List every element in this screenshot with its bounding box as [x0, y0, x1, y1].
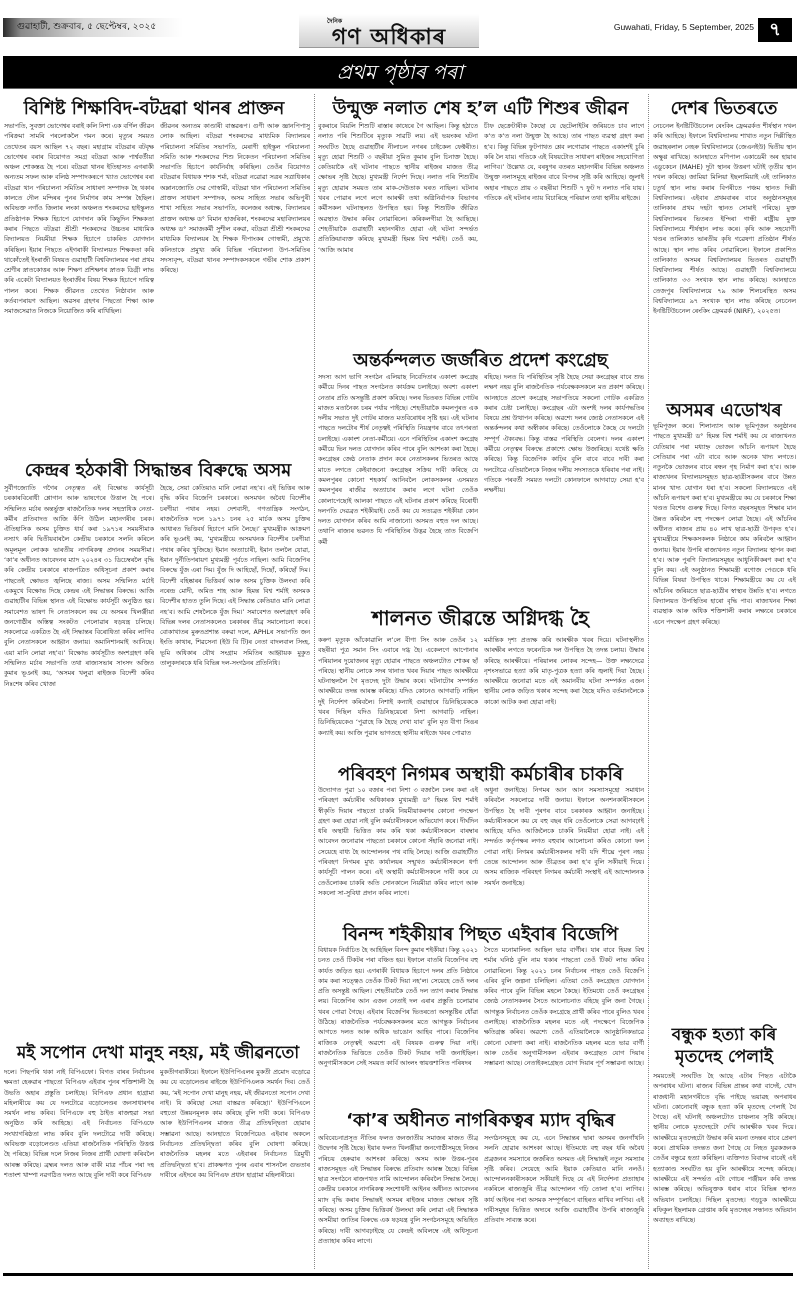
article-congress-col-2: ৰহিছে। দলত যি পৰিস্থিতিৰ সৃষ্টি হৈছে সেয়া কংগ্ৰেছৰ বাবে শুভ লক্ষণ নহয় বুলি ৰাজনৈতিক পৰ্যবেক্ষকসকলে মত প্ৰকাশ কৰিছে। আনহাতে প্ৰদেশ কংগ্ৰেছ সভাপতিয়ে সকলো গোটক একত্ৰিত কৰাৰ চেষ্টা চলাইছে। কংগ্ৰেছৰ এটা অংশই দলৰ কাৰ্যপদ্ধতিৰ বিষয়ে প্ৰশ্ন উত্থাপন কৰিছে। অৱশ্যে দলৰ জ্যেষ্ঠ নেতাসকলে এই অন্তৰ্কন্দলৰ কথা অস্বীকাৰ কৰিছে। তেওঁলোকে কৈছে যে দলটো সম্পূৰ্ণ ঐক্যবদ্ধ। কিন্তু বাস্তৱ পৰিস্থিতি বেলেগ। দলৰ একাংশ কৰ্মীয়ে নেতৃত্বৰ বিৰুদ্ধে প্ৰকাশ্যে ক্ষোভ উজাৰিছে। যথেষ্ট ক্ষতি কৰিছে। কিন্তু বিজেপিক কাঢ়িব বুলি বাবে বাবে দাবী কৰা দলটোৱে এতিয়ালৈকে নিজৰ দলীয় সদস্যতকে ধৰিবাৰ পৰা নাই। গতিকে পৰবৰ্তী সময়ত দলটো কোনফালে আগবাঢ়ে সেয়া হ’ব লক্ষণীয়।	[484, 374, 644, 495]
article-burned-col-2: মৰ্মান্তিক দৃশ্য প্ৰত্যক্ষ কৰি আৰক্ষীক খবৰ দিয়ে। ঘটনাস্থলীত আৰক্ষীৰ লগতে ফৰেনচিক দল উপস্থিত হৈ তদন্ত চলায়। উদ্ধাৰ কৰিছে আৰক্ষীয়ে। পৰিয়ালৰ লোকৰ সন্দেহ— উক্ত লক্ষ্যদেৱে নৃশংসভাৱে হত্যা কৰি মাতৃ-পুত্ৰক হত্যা কৰি জ্বলাই দিয়া হৈছে। আৰক্ষীয়ে জনোৱা মতে এই অমানবীয় ঘটনা সম্পৰ্কত এজন স্থানীয় লোক জড়িত থকাৰ সন্দেহ কৰা হৈছে যদিও বৰ্তমানলৈকে কাকো আটক কৰা হোৱা নাই।	[484, 637, 644, 706]
article-friend-murdered-col-1: সময়তেই সংঘটিত হৈ আছে এটাৰ পিছত এটাকৈ অপৰাধৰ ঘটনা। ৰাজ্যৰ বিভিন্ন প্ৰান্তৰ কথা বাদেই, খোদ ৰাজধানী মহানগৰীতে বৃদ্ধি পাইছে ভয়াৱহ অপৰাধৰ ঘটনা। কোনোবাই বন্ধুক হত্যা কৰি মৃতদেহ পেলাই থৈ গৈছে। এই ঘটনাই অঞ্চলটোত চাঞ্চল্যৰ সৃষ্টি কৰিছে। স্থানীয় লোকে মৃতদেহটো দেখি আৰক্ষীক খবৰ দিয়ে। আৰক্ষীয়ে মৃতদেহটো উদ্ধাৰ কৰি ময়না তদন্তৰ বাবে প্ৰেৰণ কৰে। প্ৰাথমিক তদন্তত জনা গৈছে যে নিহত যুৱকজনক তেওঁৰ বন্ধুৱে হত্যা কৰিছিল। ব্যক্তিগত বিবাদৰ বাবেই এই হত্যাকাণ্ড সংঘটিত হয় বুলি আৰক্ষীয়ে সন্দেহ কৰিছে। আৰক্ষীয়ে এই সন্দৰ্ভত এটা গোচৰ পঞ্জীয়ন কৰি তদন্ত আৰম্ভ কৰিছে। অভিযুক্তক ধৰাৰ বাবে বিভিন্ন স্থানত অভিযান চলাইছে। দিছিল মৃতদেহ। গড়চুক আৰক্ষীয়ে ৰফিকুল ইছলামক গ্ৰেপ্তাৰ কৰি মৃতদেহৰ সন্ধানত অভিযান অব্যাহত ৰাখিছে।	[653, 1073, 796, 1225]
logo-tagline: দৈনিক	[327, 18, 343, 25]
article-burned-col-1: কৰুণ মৃত্যুক আঁকোৱালি ল’লে বীণা সিং আৰু তেওঁৰ ১২ বছৰীয়া পুত্ৰ সমান সিং এবাৰে দগ্ধ হৈ। একেলগে আপোনাৰ পৰিয়ালৰ দুয়োজনৰ মৃত্যু হোৱাৰ পাছতে অঞ্চলটোত শোকৰ ছাঁ পৰিছে। স্থানীয় লোকে সদৰ থানাত খবৰ দিয়াৰ পাছত আৰক্ষীয়ে ঘটনাস্থললৈ গৈ মৃতদেহ দুটা উদ্ধাৰ কৰে। ঘটনাটোৰ সম্পৰ্কত আৰক্ষীয়ে তদন্ত আৰম্ভ কৰিছে। যদিও কোনেও আগবাঢ়ি নাহিল দুই নিৰ্দেশণ কৰিবলৈ। নিশাই কন্যাই গুৱাহাৰে ডিনিছিয়েককে খবৰ দিছিল যদিও ডিনিছয়েৰো নিশা আগবাঢ়ি নাহিল। ডিনিছিয়েকেও ‘পুৱাহে কি হৈছে দেখা যাব’ বুলি মৃত বীণা সিঙৰ কন্যাই কয়। আজি পুৱাৰ ভাগতহে স্থানীয় ৰাইজে খবৰ পোৱাত	[318, 637, 478, 737]
article-congress-col-1: সদস্য আগ ভাগি সংগঠন এলিয়াছ নিবেদিতাৰ একাংশ কংগ্ৰেছ কৰ্মীয়ে দিনৰ পাছত সংগঠনত কাৰ্যক্ৰম চলাইছে। অবশ্য একাংশ নেতাৰ প্ৰতি অসন্তুষ্টি প্ৰকাশ কৰিছে। দলৰ ভিতৰত বিভিন্ন গোটৰ মাজত মতানৈক্য চৰম পৰ্যায় পাইছে। শেহতীয়াকৈ কমলপুৰত এক দলীয় সভাত দুই গোটৰ মাজত মতবিৰোধৰ সৃষ্টি হয়। এই ঘটনাৰ পাছতে দলটোৰ শীৰ্ষ নেতৃত্বই পৰিস্থিতি নিয়ন্ত্ৰণৰ বাবে তৎপৰতা চলাইছে। একাংশ নেতা-কৰ্মীয়ে। এনে পৰিস্থিতিৰ একাংশ কংগ্ৰেছ কৰ্মীয়ে ভিন দলত যোগদান কৰিব পাৰে বুলি আশংকা কৰা হৈছে। কংগ্ৰেছৰ জেষ্ঠ নেতাক প্ৰদান কৰে নেতাসকলৰ ভিতৰত আছে মাতে লগতে কেইবাজনো কংগ্ৰেছৰ সক্ৰিয় দাবী কৰিছে যে কমলপুৰৰ কোনো শহকাৰ্য আনিবলৈ লোকসকলৰ এসময়ত কমলপুৰৰ ৰাজীৱ অত্যাচাৰ কৰাৰ লগে ঘটনা তেওঁক কোলাপেছোই আলকা পাছতে এই ঘটনাৰ প্ৰকাশ কৰিছে বিৰোধী দলপতি দেৱব্ৰত শইকীয়াই। তেওঁ কয় যে সত্যব্ৰত শইকীয়া কোন দলত যোগদান কৰিব আমি নাজানো। অসমত বহুত দল আছে। তথাপি ৰাজ্যৰ ভৱনত যি পৰিস্থিতিৰ উদ্ভৱ হৈছে তাত বিজেপি কৰ্মী	[318, 374, 478, 546]
logo-name: গণ অধিকাৰ	[331, 24, 447, 50]
headline-centre-decision[interactable]: কেন্দ্ৰৰ হঠকাৰী সিদ্ধান্তৰ বিৰুদ্ধে অসম	[24, 460, 292, 481]
page-number: ৭	[758, 18, 792, 42]
english-date: Guwahati, Friday, 5 September, 2025	[613, 22, 754, 32]
article-caa-col-2: সংগঠনসমূহে কয় যে, এনে সিদ্ধান্তৰ দ্বাৰা অসমৰ জনগাঁথনি সলনি হোৱাৰ আশংকা আছে। ইতিমধ্যে বহু বছৰ ধৰি অবৈধ প্ৰব্ৰজনৰ সমস্যাৰে জৰ্জৰিত অসমত এই সিদ্ধান্তই নতুন সমস্যাৰ সৃষ্টি কৰিব। সেয়েহে আমি ইয়াক কেতিয়াও মানি নলওঁ। আন্দোলনকাৰীসকলে সকীয়াই দিছে যে এই নিৰ্দেশনা প্ৰত্যাহাৰ নকৰিলে ৰাজ্যজুৰি তীব্ৰ আন্দোলন গঢ়ি তোলা হ’ব। লাগিব। কাৰ্য আইনৰ পৰা অসমক সম্পূৰ্ণৰূপে বাহিৰত ৰাখিব লাগিব। এই দাবীসমূহৰ ভিত্তিত অদ্যৰে আজি গুৱাহাটীৰ উপৰি ৰাজ্যজুৰি প্ৰতিবাদ সাব্যস্ত কৰে।	[484, 1135, 644, 1225]
newspaper-logo[interactable]	[299, 14, 479, 48]
article-dream-col-1: দলে। পিছপৰি থকা নাই বিপিএফো। বিগত বাৰৰ নিৰ্বাচনৰ ক্ষমতা হেৰুৱাৰ পাছতো বিপিএফ এইবাৰ পুনৰ শক্তিশালী হৈ উভতি অহাৰ প্ৰস্তুতি চলাইছে। বিপিএফ প্ৰধান হাগ্ৰামা মহিলাৰীয়ে কয় যে দলটোৱে বড়োলেণ্ডৰ জনসাধাৰণৰ সমৰ্থন লাভ কৰিব। বিপিএফে বহু ঠাইত ৰাজহুৱা সভা অনুষ্ঠিত কৰি আহিছে। এই নিৰ্বাচনত বিপিএফে সংখ্যাগৰিষ্ঠতা লাভ কৰিব বুলি দলটোৱে দাবী কৰিছে। অবিভক্ত বড়োলেণ্ডত এতিয়া ৰাজনৈতিক পৰিস্থিতি উত্তপ্ত হৈ পৰিছে। বিভিন্ন দলে নিজৰ নিজৰ প্ৰাৰ্থী ঘোষণা কৰিবলৈ আৰম্ভ কৰিছে। ব্ৰহ্মৰ দলত আৰু বাকী মাত্ৰ পাঁচৰ পৰা দহ শতাংশ খাম্পা নৱগঠিত দলত আছে বুলি দাবী কৰে বিপিএফ	[4, 1069, 154, 1179]
article-within-country-col-1: নেচনেল ইনষ্টিটিউচনেল ৰেংকিং ফ্ৰেমৱৰ্কত শীৰ্ষস্থান দখল কৰি আহিছে। ইফালে বিশ্ববিদ্যালয় শাখাত নতুন দিল্লীস্থিত জৱাহৰলাল নেহৰু বিশ্ববিদ্যালয়ে (জেএনইউ) দ্বিতীয় স্থান অক্ষুণ্ণ ৰাখিছে। আনহাতে মণিপাল একাডেমী অৰ হায়াৰ এডুকেচন (MAHE) দুটা স্থানৰ উত্তৰণ ঘটাই তৃতীয় স্থান দখল কৰিছে। জামিয়া মিলিয়া ইছলামিয়াই এই তালিকাত চতুৰ্থ স্থান লাভ কৰাৰ বিপৰীতে পঞ্চম স্থানত দিল্লী বিশ্ববিদ্যালয়। এইবাৰ প্ৰথমবাৰৰ বাবে অনুষ্ঠানসমূহৰ তালিকাৰ প্ৰথম দহটা স্থানত সোমাই পৰিছে। মুক্ত বিশ্ববিদ্যালয়ৰ ভিতৰত ইন্দিৰা গান্ধী ৰাষ্ট্ৰীয় মুক্ত বিশ্ববিদ্যালয়ে শীৰ্ষস্থান লাভ কৰে। কৃষি আৰু সহযোগী খণ্ডৰ তালিকাত ভাৰতীয় কৃষি গৱেষণা প্ৰতিষ্ঠান শীৰ্ষত আছে। স্থান লাভ কৰিব নোৱাৰিলে। ইফালে প্ৰকাশিত তালিকাত অসমৰ বিশ্ববিদ্যালয়ৰ ভিতৰত গুৱাহাটী বিশ্ববিদ্যালয় শীৰ্ষত আছে। গুৱাহাটী বিশ্ববিদ্যালয়ে তালিকাত ৩৩ সংখ্যক স্থান লাভ কৰিছে। আনহাতে তেজপুৰ বিশ্ববিদ্যালয়ে ৭৯ আৰু শিলচৰস্থিত অসম বিশ্ববিদ্যালয়ে ৯৭ সংখ্যক স্থান লাভ কৰিছে নেচনেল ইনষ্টিটিউচনেল ৰেংকিং ফ্ৰেমৱৰ্ক (NIRF), ২০২৫ত।	[653, 123, 796, 316]
article-open-drain-col-1: বুকৰাৰে বিয়লি শিশুটি ৰাস্তাৰ কাষেৰে গৈ আছিল। কিন্তু হঠাতে নলাত পৰি শিশুটিৰে মৃত্যুক সাৱটি লয়। এই ভয়ংকৰ ঘটনা সংঘটিত হৈছে গুৱাহাটীৰ নীলাচল নগৰৰ চাইকেল ফেক্টৰীত। মৃত্যু হোৱা শিশুটি ৩ বছৰীয়া সুমিত কুমাৰ বুলি চিনাক্ত হৈছে। কেতিয়াকৈ এই ঘটনাৰ পাছতে স্থানীয় ৰাইজৰ মাজত তীব্ৰ ক্ষোভৰ সৃষ্টি হৈছে। মুখ্যমন্ত্ৰী নিৰ্দেশ দিছে। নলাত পৰি শিশুটিৰ মৃত্যু হোৱাৰ সময়ত তাৰ মাক-দেউতাক ঘৰত নাছিল। ঘটনাৰ খবৰ পোৱাৰ লগে লগে আৰক্ষী তথা অগ্নিনিৰ্বাপক বিভাগৰ কৰ্মীসকল ঘটনাস্থলত উপস্থিত হয়। কিন্তু শিশুটিক জীৱিত অৱস্থাত উদ্ধাৰ কৰিব নোৱাৰিলে। কৰিকলগীয়া হৈ আছিছে। শেহতীয়াকৈ গুৱাহাটী মহানগৰীত হোৱা এই ঘটনা সন্দৰ্ভত প্ৰতিক্ৰিয়াব্যক্ত কৰিছে মুখ্যমন্ত্ৰী হিমন্ত বিশ্ব শৰ্মাই। তেওঁ কয়, ‘আজি আমাৰ	[318, 123, 478, 254]
article-centre-col-2: হৈছে, সেয়া কেতিয়াও মানি লোৱা নহ’ব। এই ভিত্তিৰ আৰু বৃদ্ধি কৰিব বিজেপি চৰকাৰে। অসমখন অবৈধ বিদেশীৰ চৰণীয়া পথাৰ নহয়। দেশবাসী, গণতান্ত্ৰিক সংগঠন, ৰাজনৈতিক দলে ১৯৭১ চনৰ ২৫ মাৰ্চক অসম চুক্তিৰ আধাৰত ভিত্তিবৰ্ষ হিচাপে মানি লৈছে।’ মুখ্যমন্ত্ৰীক আক্ৰমণ কৰি ভূঞাই কয়, ‘মুখ্যমন্ত্ৰীয়ে অসমখনক বিদেশীৰ চৰণীয়া পথাৰ কৰিব খুজিছে। ইমান অত্যাচাৰী, ইমান তললৈ যোৱা, ইমান দুৰ্নীতিপৰায়ণ মুখ্যমন্ত্ৰী পূৰ্বতে নাছিল। আমি বিজেপিৰ বিৰুদ্ধে যুঁজ এৰা দিম। যুঁজ দি আহিছোঁ, দিছোঁ, কৰিছোঁ দিম। বিদেশী বহিষ্কাৰৰ ভিত্তিবৰ্ষ আৰু অসম চুক্তিক উলংঘা কৰি নৰেন্দ্ৰ মোদী, অমিত শাহ আৰু হিমন্ত বিশ্ব শৰ্মাই অসমক বিদেশীৰ হাতত তুলি দিছে। এই সিদ্ধান্ত কেতিয়াও মানি লোৱা নহ’ব। আমি শেষলৈকে যুঁজ দিম।’ সমাবেশত অংশগ্ৰহণ কৰি বিভিন্ন দলৰ নেতাসকলেও চৰকাৰৰ তীব্ৰ সমালোচনা কৰে। বোকাখাতৰ মুৰুতপ্ৰশান্ত বৰুৱা দলে, APHLৰ সভাপতি জন ইংতি কাথাৰ, শিৱসেনা (ইউ বি টি)ৰ নেতা বাদলবাল সিংহ, ভূমি অধিকাৰ যৌথ সংগ্ৰাম সমিতিৰ আহ্বায়ক মুকুত তালুকদাৰকে ধৰি বিভিন্ন দল-সংগঠনৰ প্ৰতিনিধি।	[160, 485, 310, 668]
article-transport-col-2: অধুনা জনাইছে। নিগমৰ আন আন সমস্যাসমূহো সমাধান কৰিবলৈ সকলোৱে দাবী জনায়। ইফালে অনশনকাৰীসকলে উপস্থিত হৈ দাবী পূৰণৰ বাবে চৰকাৰক আহ্বান জনাইছে। কৰ্মচাৰীসকলে কয় যে বহু বছৰ ধৰি তেওঁলোকে সেৱা আগবঢ়াই আহিছে যদিও আজিলৈকে চাকৰি নিয়মীয়া হোৱা নাই। এই সন্দৰ্ভত কৰ্তৃপক্ষৰ লগত বহুবাৰ আলোচনা কৰিও কোনো ফল পোৱা নাই। নিগমৰ কৰ্মচাৰীসকলৰ দাবী যদি শীঘ্ৰে পূৰণ নহয় তেন্তে আন্দোলন আৰু তীব্ৰতৰ কৰা হ’ব বুলি সকীয়াই দিয়ে। অসম ৰাজ্যিক পৰিবহণ নিগমৰ কৰ্মচাৰী সংস্থাই এই আন্দোলনক সমৰ্থন জনাইছে।	[484, 787, 644, 887]
headline-assam-piece[interactable]: অসমৰ এডোখৰ	[666, 400, 782, 421]
masthead	[0, 0, 800, 52]
headline-binanda-saikia[interactable]: বিনন্দ শইকীয়াৰ পিছত এইবাৰ বিজেপি	[342, 924, 619, 945]
article-educationist-col-1: সভাপতি, সুবক্তা ভোগেশ্বৰ বৰাই কলি নিশা এক বৰ্ণিল জীৱন পৰিক্ৰমা সামৰি পৰলোকলৈ গমন কৰে। মৃত্যুৰ সময়ত তেখেতৰ বয়স আছিল ৭২ বছৰ। মহাগ্ৰাম বটদ্ৰৱাৰ বটবৃক্ষ ভোগেশ্বৰ বৰাৰ বিয়োগত সমগ্ৰ বটদ্ৰৱা আৰু পাৰ্শ্ববৰ্তীয়া অঞ্চল শোকস্তব্ধ হৈ পৰে। বটদ্ৰৱা থানৰ ইতিহাসত এগৰাকী অন্যতম সফল আৰু বলিষ্ঠ সম্পাদকৰূপে খ্যাত ভোগেশ্বৰ বৰা বটদ্ৰৱা থান পৰিচালনা সমিতিৰ সাধাৰণ সম্পাদক হৈ থকাৰ কালতে দৌল মন্দিৰৰ পুনৰ নিৰ্মাণৰ কাম সম্পন্ন হৈছিল। অবিভক্ত নগাঁও জিলাৰ লংকা অঞ্চলত শংকৰদেৱ হাইস্কুলত প্ৰতিষ্ঠাপক শিক্ষক হিচাপে যোগদান কৰি কিছুদিন শিক্ষকতা কৰাৰ পিছতে বটদ্ৰৱা শ্ৰীশ্ৰী শংকৰদেৱ উচ্চতৰ মাধ্যমিক বিদ্যালয়ত নিয়মীয়া শিক্ষক হিচাপে চাকৰিত যোগদান কৰিছিল। ইয়াৰ পিছতে এইগৰাকী বিদ্যালয়ত শিক্ষকতা কৰি থাকোঁতেই ইংৰাজী বিষয়ত গুৱাহাটী বিশ্ববিদ্যালয়ৰ পৰা প্ৰথম শ্ৰেণীৰ স্নাতকোত্তৰ আৰু শিক্ষণ প্ৰশিক্ষণৰ স্নাতক ডিগ্ৰী লাভ কৰি একেটা বিদ্যালয়ত ইংৰাজীৰ বিষয় শিক্ষক হিচাপে দায়িত্ব পালন কৰে। শিক্ষক জীৱনত তেখেত নিষ্ঠাবান আৰু কৰ্তব্যপৰায়ণ আছিল। অৱসৰ গ্ৰহণৰ পিছতো শিক্ষা আৰু সমাজসেৱাত নিজকে নিয়োজিত কৰি ৰাখিছিল।	[4, 123, 154, 316]
article-caa-col-1: অবিবেচনাপ্ৰসূত নীতিৰ ফলত জনজাতীয় সমাজৰ মাজত তীব্ৰ উদ্বেগৰ সৃষ্টি হৈছে। ইয়াৰ ফলত খিলঞ্জীয়া জনগোষ্ঠীসমূহে নিজৰ পৰিচয় হেৰুৱাৰ আশংকা কৰিছে। অসম আৰু উত্তৰ-পূবৰ ৰাজ্যসমূহত এই সিদ্ধান্তৰ বিৰুদ্ধে প্ৰতিবাদ আৰম্ভ হৈছে। বিভিন্ন ছাত্ৰ সংগঠনে ৰাজপথত নামি আন্দোলন কৰিবলৈ সিদ্ধান্ত লৈছে। কেন্দ্ৰীয় চৰকাৰে নাগৰিকত্ব সংশোধনী আইনৰ অধীনত আবেদনৰ ম্যাদ বৃদ্ধি কৰাৰ সিদ্ধান্তই অসমৰ ৰাইজৰ মাজত ক্ষোভৰ সৃষ্টি কৰিছে। অসম চুক্তিৰ ভিত্তিবৰ্ষ উলংঘা কৰি লোৱা এই সিদ্ধান্তক অসমীয়া জাতিৰ বিৰুদ্ধে এক ষড়যন্ত্ৰ বুলি সংগঠনসমূহে অভিহিত কৰিছে। দাবী আগবঢ়াইছে যে কেন্দ্ৰই অবিলম্বে এই অধিসূচনা প্ৰত্যাহাৰ কৰিব লাগে।	[318, 1135, 478, 1245]
headline-friend-murdered[interactable]: বন্ধুক হত্যা কৰি মৃতদেহ পেলাই	[671, 1025, 777, 1067]
headline-congress-infighting[interactable]: অন্তৰ্কন্দলত জৰ্জৰিত প্ৰদেশ কংগ্ৰেছ	[353, 350, 608, 371]
footer-rule	[3, 1273, 793, 1276]
headline-dream-person[interactable]: মই সপোন দেখা মানুহ নহয়, মই জীৱনতো	[16, 1043, 300, 1063]
headline-caa-deadline[interactable]: ‘কা’ৰ অধীনত নাগৰিকত্বৰ ম্যাদ বৃদ্ধিৰ	[346, 1110, 615, 1131]
article-centre-col-1: সুৰ্বীণজ্যোতি গগৈৰ নেতৃত্বত এই বিক্ষোভ কাৰ্যসূচী চৰকাৰবিৰোধী শ্লোগান আৰু ভাষণেৰে উত্তাল হৈ পৰে। সন্মিলিত মৰ্চাৰ অন্তৰ্ভুক্ত ৰাজনৈতিক দলৰ সহস্ৰাধিক নেতা-কৰ্মীৰ প্ৰতিবাদত আজি কঁপি উঠিল মহানগৰীৰ চৰক। ঐতিহাসিক অসম চুক্তিত ধাৰ্য কৰা ১৯৭১ৰ সময়সীমাক নস্যাৎ কৰি দ্বিতীয়বাৰলৈ কেন্দ্ৰীয় চৰকাৰে সলনি কৰিলে অমূলমূল লোকক ভাৰতীয় নাগৰিকত্ব প্ৰদানৰ সময়সীমা। ‘কা’ৰ অধীনত আবেদনৰ ম্যাদ ২০২৪ৰ ৩১ ডিচেম্বৰলৈ বৃদ্ধি কৰি কেন্দ্ৰীয় চৰকাৰে ৰাজপত্ৰিত অধিসূচনা প্ৰকাশ কৰাৰ পাছতেই ক্ষোভত জ্বলিছে ৰাজ্য। অসম সন্মিলিত মৰ্চাই একমুখে বিক্ষোভ দিছে কেন্দ্ৰৰ এই সিদ্ধান্তৰ বিৰুদ্ধে। আজি গুৱাহাটীৰ বিভিন্ন স্থানত এই বিক্ষোভ কাৰ্যসূচী অনুষ্ঠিত হয়। সমাবেশত ভাষণ দি নেতাসকলে কয় যে অসমৰ খিলঞ্জীয়া জনগোষ্ঠীৰ অস্তিত্ব সংকটত পেলোৱাৰ ষড়যন্ত্ৰ চলিছে। সকলোৱে একত্ৰিত হৈ এই সিদ্ধান্তৰ বিৰোধিতা কৰিব লাগিব বুলি নেতাসকলে আহ্বান জনায়। অমানিশানমাই আনিছে। এয়া মানি লোৱা নহ’ব।’ বিক্ষোভ কাৰ্যসূচীত অংশগ্ৰহণ কৰি সন্মিলিত মৰ্চাৰ সভাপতি তথা ৰাজ্যসভাৰ সাংসদ অজিত কুমাৰ ভূঞাই কয়, ‘অসমৰ খলুৱা ৰাইজক বিদেশী কৰিব নিঃশেষ কৰিব খোজা	[4, 485, 154, 688]
article-dream-col-2: মুকতীগৰাকীয়ে। ইফালে ইউপিপিএলৰ মুকতী প্ৰমোদ বড়োৱে কয় যে বড়োলেণ্ডৰ ৰাইজে ইউপিপিএলক সমৰ্থন দিব। তেওঁ কয়, ‘মই সপোন দেখা মানুহ নহয়, মই জীৱনতো সপোন দেখা নাই। যি কৰিছো সেয়া বাস্তৱত কৰিছো।’ ইউপিপিএলে বহুতো উন্নয়নমূলক কাম কৰিছে বুলি দাবী কৰে। বিপিএফ আৰু ইউপিপিএলৰ মাজত তীব্ৰ প্ৰতিদ্বন্দ্বিতা হোৱাৰ সম্ভাৱনা আছে। আনহাতে বিজেপিয়েও এইবাৰ অকলে নিৰ্বাচনত প্ৰতিদ্বন্দ্বিতা কৰিব বুলি ঘোষণা কৰিছে। ৰাজনৈতিক মহলৰ মতে এইবাৰৰ নিৰ্বাচনত ত্ৰিমুখী প্ৰতিদ্বন্দ্বিতা হ’ব। প্ৰাকক্ষণত পুনৰ এবাৰ শাসনলৈ গুভতাৰ দাবীৰে এইদৰে কয় বিপিএফ প্ৰধান হাগ্ৰামা মহিলাৰীয়ে।	[160, 1069, 310, 1179]
article-assam-piece-col-1: ভূমিপূজন কৰে। শিলান্যাস আৰু ভূমিপূজন অনুষ্ঠানৰ পাছতে মুখ্যমন্ত্ৰী ড° হিমন্ত বিশ্ব শৰ্মাই কয় যে ৰাজ্যখনত যেতিয়াৰ পৰা মধ্যাহ্ন ভোজন আঁচনি ৰূপায়ণ হৈছে সেতিয়াৰ পৰা এটা বাবে আৰু অনেক খাদ্য লগতে। নতুনকৈ ভোজনৰ বাবে ৰন্ধন গৃহ নিৰ্মাণ কৰা হ’ব। আৰু ৰাজ্যখনৰ বিদ্যালয়সমূহত ছাত্ৰ-ছাত্ৰীসকলৰ বাবে উন্নত মানৰ খাদ্য যোগান ধৰা হ’ব। সকলো বিদ্যালয়তে এই আঁচনি ৰূপায়ণ কৰা হ’ব। মুখ্যমন্ত্ৰীয়ে কয় যে চৰকাৰে শিক্ষা খণ্ডত বিশেষ গুৰুত্ব দিছে। বিগত বছৰসমূহত শিক্ষাৰ মান উন্নত কৰিবলৈ বহু পদক্ষেপ লোৱা হৈছে। এই আঁচনিৰ অধীনত ৰাজ্যৰ প্ৰায় ৪০ লাখ ছাত্ৰ-ছাত্ৰী উপকৃত হ’ব। মুখ্যমন্ত্ৰীয়ে শিক্ষকসকলক নিষ্ঠাৰে কাম কৰিবলৈ আহ্বান জনায়। ইয়াৰ উপৰি ৰাজ্যখনত নতুন বিদ্যালয় স্থাপন কৰা হ’ব। আৰু পুৰণি বিদ্যালয়সমূহৰ আধুনিকীকৰণ কৰা হ’ব বুলি কয়। এই অনুষ্ঠানত শিক্ষামন্ত্ৰী ৰণোজ পেগুকে ধৰি বিভিন্ন বিষয়া উপস্থিত থাকে। শিক্ষামন্ত্ৰীয়ে কয় যে এই আঁচনিৰ জৰিয়তে ছাত্ৰ-ছাত্ৰীৰ স্বাস্থ্যৰ উন্নতি হ’ব। লগতে বিদ্যালয়ত উপস্থিতিৰ হাৰো বৃদ্ধি পাব। ৰাজ্যখনৰ শিক্ষা ব্যৱস্থাক আৰু অধিক শক্তিশালী কৰাৰ লক্ষ্যৰে চৰকাৰে এনে পদক্ষেপ গ্ৰহণ কৰিছে।	[653, 423, 796, 626]
headline-burned-alive[interactable]: শালনত জীৱন্তে অগ্নিদগ্ধ হৈ	[372, 606, 589, 630]
article-transport-col-1: উদ্যোগত পুৱা ১০ বজাৰ পৰা নিশা ৩ বজালৈ চলৰ কৰা এই পৰিবহণ কৰ্মচাৰীৰ অধিকাৰক মুখ্যমন্ত্ৰী ড° হিমন্ত বিশ্ব শৰ্মাই স্বীকৃতি দিয়াৰ পাছতো চাকৰি নিয়মীয়াকৰণৰ কোনো পদক্ষেপ গ্ৰহণ কৰা হোৱা নাই বুলি কৰ্মচাৰীসকলে অভিযোগ কৰে। দীৰ্ঘদিন ধৰি অস্থায়ী ভিত্তিত কাম কৰি থকা কৰ্মচাৰীসকলে বাৰম্বাৰ আবেদন জনোৱাৰ পাছতো চৰকাৰে কোনো সঁহাৰি জনোৱা নাই। সেয়েহে বাধ্য হৈ আন্দোলনৰ পথ বাছি লৈছে। আজি গুৱাহাটীত পৰিবহণ নিগমৰ মুখ্য কাৰ্যালয়ৰ সন্মুখত কৰ্মচাৰীসকলে ধৰ্ণা কাৰ্যসূচী পালন কৰে। এই অস্থায়ী কৰ্মচাৰীসকলে দাবী কৰে যে তেওঁলোকৰ চাকৰি অতি সোনকালে নিয়মীয়া কৰিব লাগে আৰু সকলো সা-সুবিধা প্ৰদান কৰিব লাগে।	[318, 787, 478, 897]
headline-transport-corporation[interactable]: পৰিবহণ নিগমৰ অস্থায়ী কৰ্মচাৰীৰ চাকৰি	[338, 764, 623, 785]
headline-open-drain[interactable]: উন্মুক্ত নলাত শেষ হ’ল এটি শিশুৰ জীৱন	[332, 98, 629, 119]
article-binanda-col-1: বিধায়ক নিৰ্বাচিত হৈ আহিছিল বিনন্দ কুমাৰ শইকীয়া। কিন্তু ২০২১ চনত তেওঁ টিকটৰ পৰা বঞ্চিত হয়। ইফালে বাতৰি বিজেপিৰ বহু কাৰ্যত জড়িত হয়। এগৰাকী বিধায়ক হিচাপে দলৰ প্ৰতি নিষ্ঠাৰে কাম কৰা সত্ত্বেও তেওঁক টিকট দিয়া নহ’ল। সেয়েহে তেওঁ দলৰ প্ৰতি অসন্তুষ্ট আছিল। শেহতীয়াকৈ তেওঁ দল ত্যাগ কৰাৰ সিদ্ধান্ত লয়। বিজেপিৰ আন এজন নেতাই দল এৰাৰ প্ৰস্তুতি চলোৱাৰ খবৰ পোৱা গৈছে। এইবাৰ বিজেপিৰ ভিতৰতো অসন্তুষ্টিৰ ধোঁৱা উঠিছে। ৰাজনৈতিক পৰ্যবেক্ষকসকলৰ মতে আগন্তুক নিৰ্বাচনৰ আগতে দলত আৰু অধিক ভাঙোন আহিব পাৰে। বিজেপিৰ ৰাজ্যিক নেতৃত্বই অৱশ্যে এই বিষয়ক গুৰুত্ব দিয়া নাই। ৰাজনৈতিক ভিত্তিতে তেওঁক টিকট দিয়াৰ দাবী জনাইছিল। অনুগামীসকলে সেই সময়ত কাৰ্বি আংলং স্বায়ত্তশাসিত পৰিষদৰ	[318, 947, 478, 1068]
section-banner: প্ৰথম পৃষ্ঠাৰ পৰা	[3, 56, 797, 89]
headline-within-country[interactable]: দেশৰ ভিতৰতে	[670, 98, 778, 119]
article-open-drain-col-2: চীফ ছেক্ৰেটাৰীক কৈছো যে ছেটেলাইটৰ জৰিয়তে চাব লাগে ক’ত ক’ত নলা উন্মুক্ত হৈ আছে। তাৰ পাছত ব্যৱস্থা গ্ৰহণ কৰা হ’ব। কিন্তু বিভিন্ন ফুটপাথত শ্লেব লগোৱাৰ পাছতে একাংশই চুৰি কৰি লৈ যায়। গতিকে এই বিষয়টোত সাধাৰণ ৰাইজৰ সহযোগিতা লাগিব।’ উল্লেখ্য যে, বৰষুণৰ বতৰত মহানগৰীৰ বিভিন্ন অঞ্চলত উন্মুক্ত নলাসমূহে ৰাইজৰ বাবে বিপদৰ সৃষ্টি কৰি আহিছে। জুলাই অহাৰ পাছতে প্ৰায় ৩ বছৰীয়া শিশুটি ৭ ফুট দ নলাত পৰি যায়। গতিকে এই ঘটনাৰ ন্যায় বিচাৰিছে পৰিয়াল তথা স্থানীয় ৰাইজে।	[484, 123, 644, 203]
local-date: গুৱাহাটী, শুক্ৰবাৰ, ৫ ছেপ্টেম্বৰ, ২০২৫	[3, 18, 183, 37]
column-divider	[648, 94, 649, 1269]
headline-educationist[interactable]: বিশিষ্ট শিক্ষাবিদ-বটদ্ৰৱা থানৰ প্ৰাক্তন	[23, 98, 285, 119]
article-binanda-col-2: সৈতে মনোমালিন্য আছিল ভাৱ বাৰ্গীৰ। যাৰ বাবে হিমন্ত বিশ্ব শৰ্মাৰ ঘনিষ্ঠ বুলি নাম থকাৰ পাছতো তেওঁ টিকট লাভ কৰিব নোৱাৰিলে। কিন্তু ২০২১ চনৰ নিৰ্বাচনৰ পাছত তেওঁ বিজেপি এৰিব বুলি জল্পনা চলিছিল। এতিয়া তেওঁ কংগ্ৰেছত যোগদান কৰিব পাৰে বুলি বিভিন্ন মহলে কৈছে। ইতিমধ্যে তেওঁ কংগ্ৰেছৰ জ্যেষ্ঠ নেতাসকলৰ সৈতে আলোচনাত বহিছে বুলি জনা গৈছে। আগন্তুক নিৰ্বাচনত তেওঁক কংগ্ৰেছে প্ৰাৰ্থী কৰিব পাৰে বুলিও খবৰ ওলাইছে। ৰাজনৈতিক মহলৰ মতে এই পদক্ষেপে বিজেপিক ক্ষতিগ্ৰস্ত কৰিব। অৱশ্যে তেওঁ এতিয়ালৈকে আনুষ্ঠানিকভাৱে কোনো ঘোষণা কৰা নাই। ৰাজনৈতিক মহলৰ মতে ভাৱ বাৰ্গী আৰু তেওঁৰ অনুগামীসকল এইবাৰ কংগ্ৰেছত যোগ দিয়াৰ সম্ভাৱনা আছে। নেতাইকংগ্ৰেছত যোগ দিয়াৰ পূৰ্ণ সম্ভাৱনা আছে।	[484, 947, 644, 1068]
article-educationist-col-2: জীৱনৰ অন্যতম কাণ্ডাৰী বাস্তৱৰূপ। গুণী আৰু জ্ঞানপিপাসু লোক আছিল। বটদ্ৰৱা শংকৰদেৱ মাধ্যমিক বিদ্যালয়ৰ পৰিচালনা সমিতিৰ সভাপতি, মেৰাণী হাইস্কুল পৰিচালনা সমিতি আৰু শংকৰদেৱ শিশু নিকেতন পৰিচালনা সমিতিৰ সভাপতি হিচাপে কাৰ্যনিৰ্বাহ কৰিছিল। তেওঁৰ বিয়োগত বটদ্ৰৱাৰ বিধায়ক শশক শৰ্মা, বটদ্ৰৱা নৱোৱা সত্ৰৰ সত্ৰাধিকাৰ অম্লানজ্যোতি দেৱ গোস্বামী, বটদ্ৰৱা থান পৰিচালনা সমিতিৰ প্ৰাক্তন সাধাৰণ সম্পাদক, অসম সাহিত্য সভাৰ অভিপুৰী শাখা সাহিত্য সভাৰ সভাপতি, কলেজৰ অধ্যক্ষ, বিদ্যালয়ৰ প্ৰাক্তন অধ্যক্ষ ড° বিমান হাজৰিকা, শংকৰদেৱ মহাবিদ্যালয়ৰ অধ্যক্ষ ড° সমাজকৰ্মী সুশীল বৰুৱা, বটদ্ৰৱা শ্ৰীশ্ৰী শংকৰদেৱ মাধ্যমিক বিদ্যালয়ৰ হৈ শিক্ষক দীপাংকৰ গোস্বামী, প্ৰমুখ্যে কলিতাকে প্ৰমুখ্য কৰি বিভিন্ন পৰিচালনা উপ-সমিতিৰ সদস্যবৃন্দ, বটদ্ৰৱা থানৰ সম্পাদকসকলে গভীৰ শোক প্ৰকাশ কৰিছে।	[160, 123, 310, 275]
column-divider	[314, 94, 315, 1269]
